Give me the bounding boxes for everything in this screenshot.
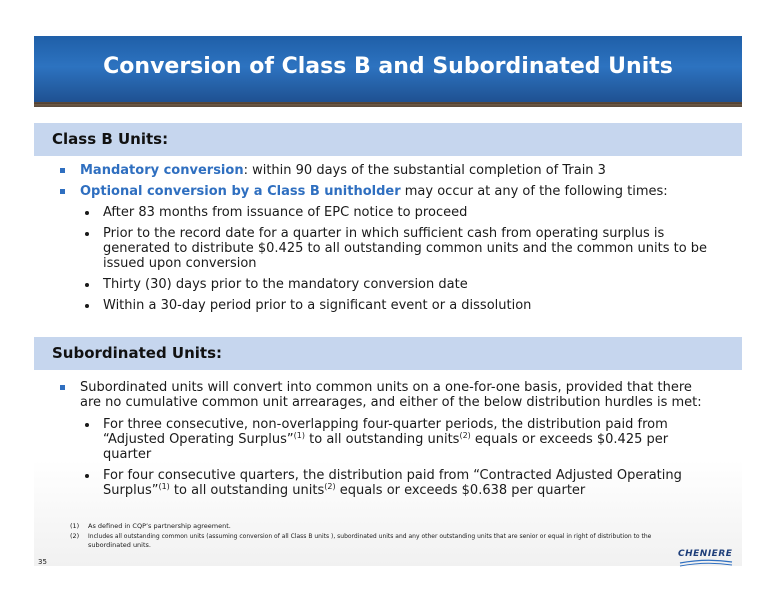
cheniere-logo [678, 549, 734, 569]
logo-text: CHENIERE [678, 549, 733, 559]
mandatory-conversion-label: Mandatory conversion [80, 163, 244, 178]
subordinated-sub-1-line-3: quarter [103, 447, 152, 462]
optional-conversion-text: may occur at any of the following times: [400, 184, 668, 199]
footnote-ref-2: (2) [459, 431, 471, 440]
round-bullet-icon [85, 283, 89, 287]
round-bullet-icon [85, 474, 89, 478]
class-b-sub-2-line-2: generated to distribute $0.425 to all outstanding common units and the common units to be [103, 241, 708, 256]
subordinated-sub-1-line-2 [103, 432, 668, 448]
logo-swoosh-icon [678, 549, 734, 569]
footnote-2-line-1: Includes all outstanding common units (assuming conversion of all Class B units ), subordinated units and any other outstanding units that are senior or equal in right of distribution to the [88, 533, 652, 540]
square-bullet-icon [60, 168, 65, 173]
threshold-text: equals or exceeds $0.638 per quarter [335, 483, 586, 498]
class-b-sub-4: Within a 30-day period prior to a significant event or a dissolution [103, 298, 532, 313]
subordinated-sub-2-line-2 [103, 483, 585, 499]
square-bullet-icon [60, 189, 65, 194]
footnote-ref-1: (1) [158, 482, 170, 491]
slide-title: Conversion of Class B and Subordinated Units [103, 54, 673, 79]
footnote-ref-1: (1) [293, 431, 305, 440]
subordinated-sub-1-line-1: For three consecutive, non-overlapping four-quarter periods, the distribution paid from [103, 417, 668, 432]
square-bullet-icon [60, 385, 65, 390]
title-bar [34, 36, 742, 104]
mandatory-conversion-text: : within 90 days of the substantial completion of Train 3 [243, 163, 606, 178]
outstanding-units-text: to all outstanding units [305, 432, 460, 447]
page-number: 35 [38, 558, 47, 566]
subordinated-sub-2-line-1: For four consecutive quarters, the distribution paid from “Contracted Adjusted Operating [103, 468, 682, 483]
footnote-2-number: (2) [70, 532, 80, 540]
class-b-sub-3: Thirty (30) days prior to the mandatory conversion date [103, 277, 468, 292]
round-bullet-icon [85, 304, 89, 308]
class-b-bullet-optional [80, 184, 668, 200]
footnote-2-line-2: subordinated units. [88, 541, 151, 549]
subordinated-bullet-line-2: are no cumulative common unit arrearages, and either of the below distribution hurdles is met: [80, 395, 702, 410]
class-b-sub-2-line-1: Prior to the record date for a quarter in which sufficient cash from operating surplus is [103, 226, 665, 241]
subordinated-bullet-line-1: Subordinated units will convert into common units on a one-for-one basis, provided that there [80, 380, 692, 395]
outstanding-units-text: to all outstanding units [169, 483, 325, 498]
class-b-sub-2-line-3: issued upon conversion [103, 256, 257, 271]
adjusted-operating-surplus-text: “Adjusted Operating Surplus” [103, 432, 294, 447]
class-b-section-header [34, 123, 742, 156]
footnote-ref-2: (2) [324, 482, 336, 491]
slide [34, 36, 742, 566]
subordinated-section-header [34, 337, 742, 370]
round-bullet-icon [85, 232, 89, 236]
footnote-1-text: As defined in CQP’s partnership agreement. [88, 522, 231, 530]
round-bullet-icon [85, 211, 89, 215]
optional-conversion-label: Optional conversion by a Class B unitholder [80, 184, 401, 199]
class-b-sub-1: After 83 months from issuance of EPC notice to proceed [103, 205, 468, 220]
class-b-bullet-mandatory [80, 163, 606, 179]
class-b-heading: Class B Units: [52, 130, 169, 148]
round-bullet-icon [85, 423, 89, 427]
footnote-1-number: (1) [70, 522, 80, 530]
subordinated-heading: Subordinated Units: [52, 344, 223, 362]
threshold-text: equals or exceeds $0.425 per [470, 432, 669, 447]
contracted-surplus-text: Surplus” [103, 483, 159, 498]
